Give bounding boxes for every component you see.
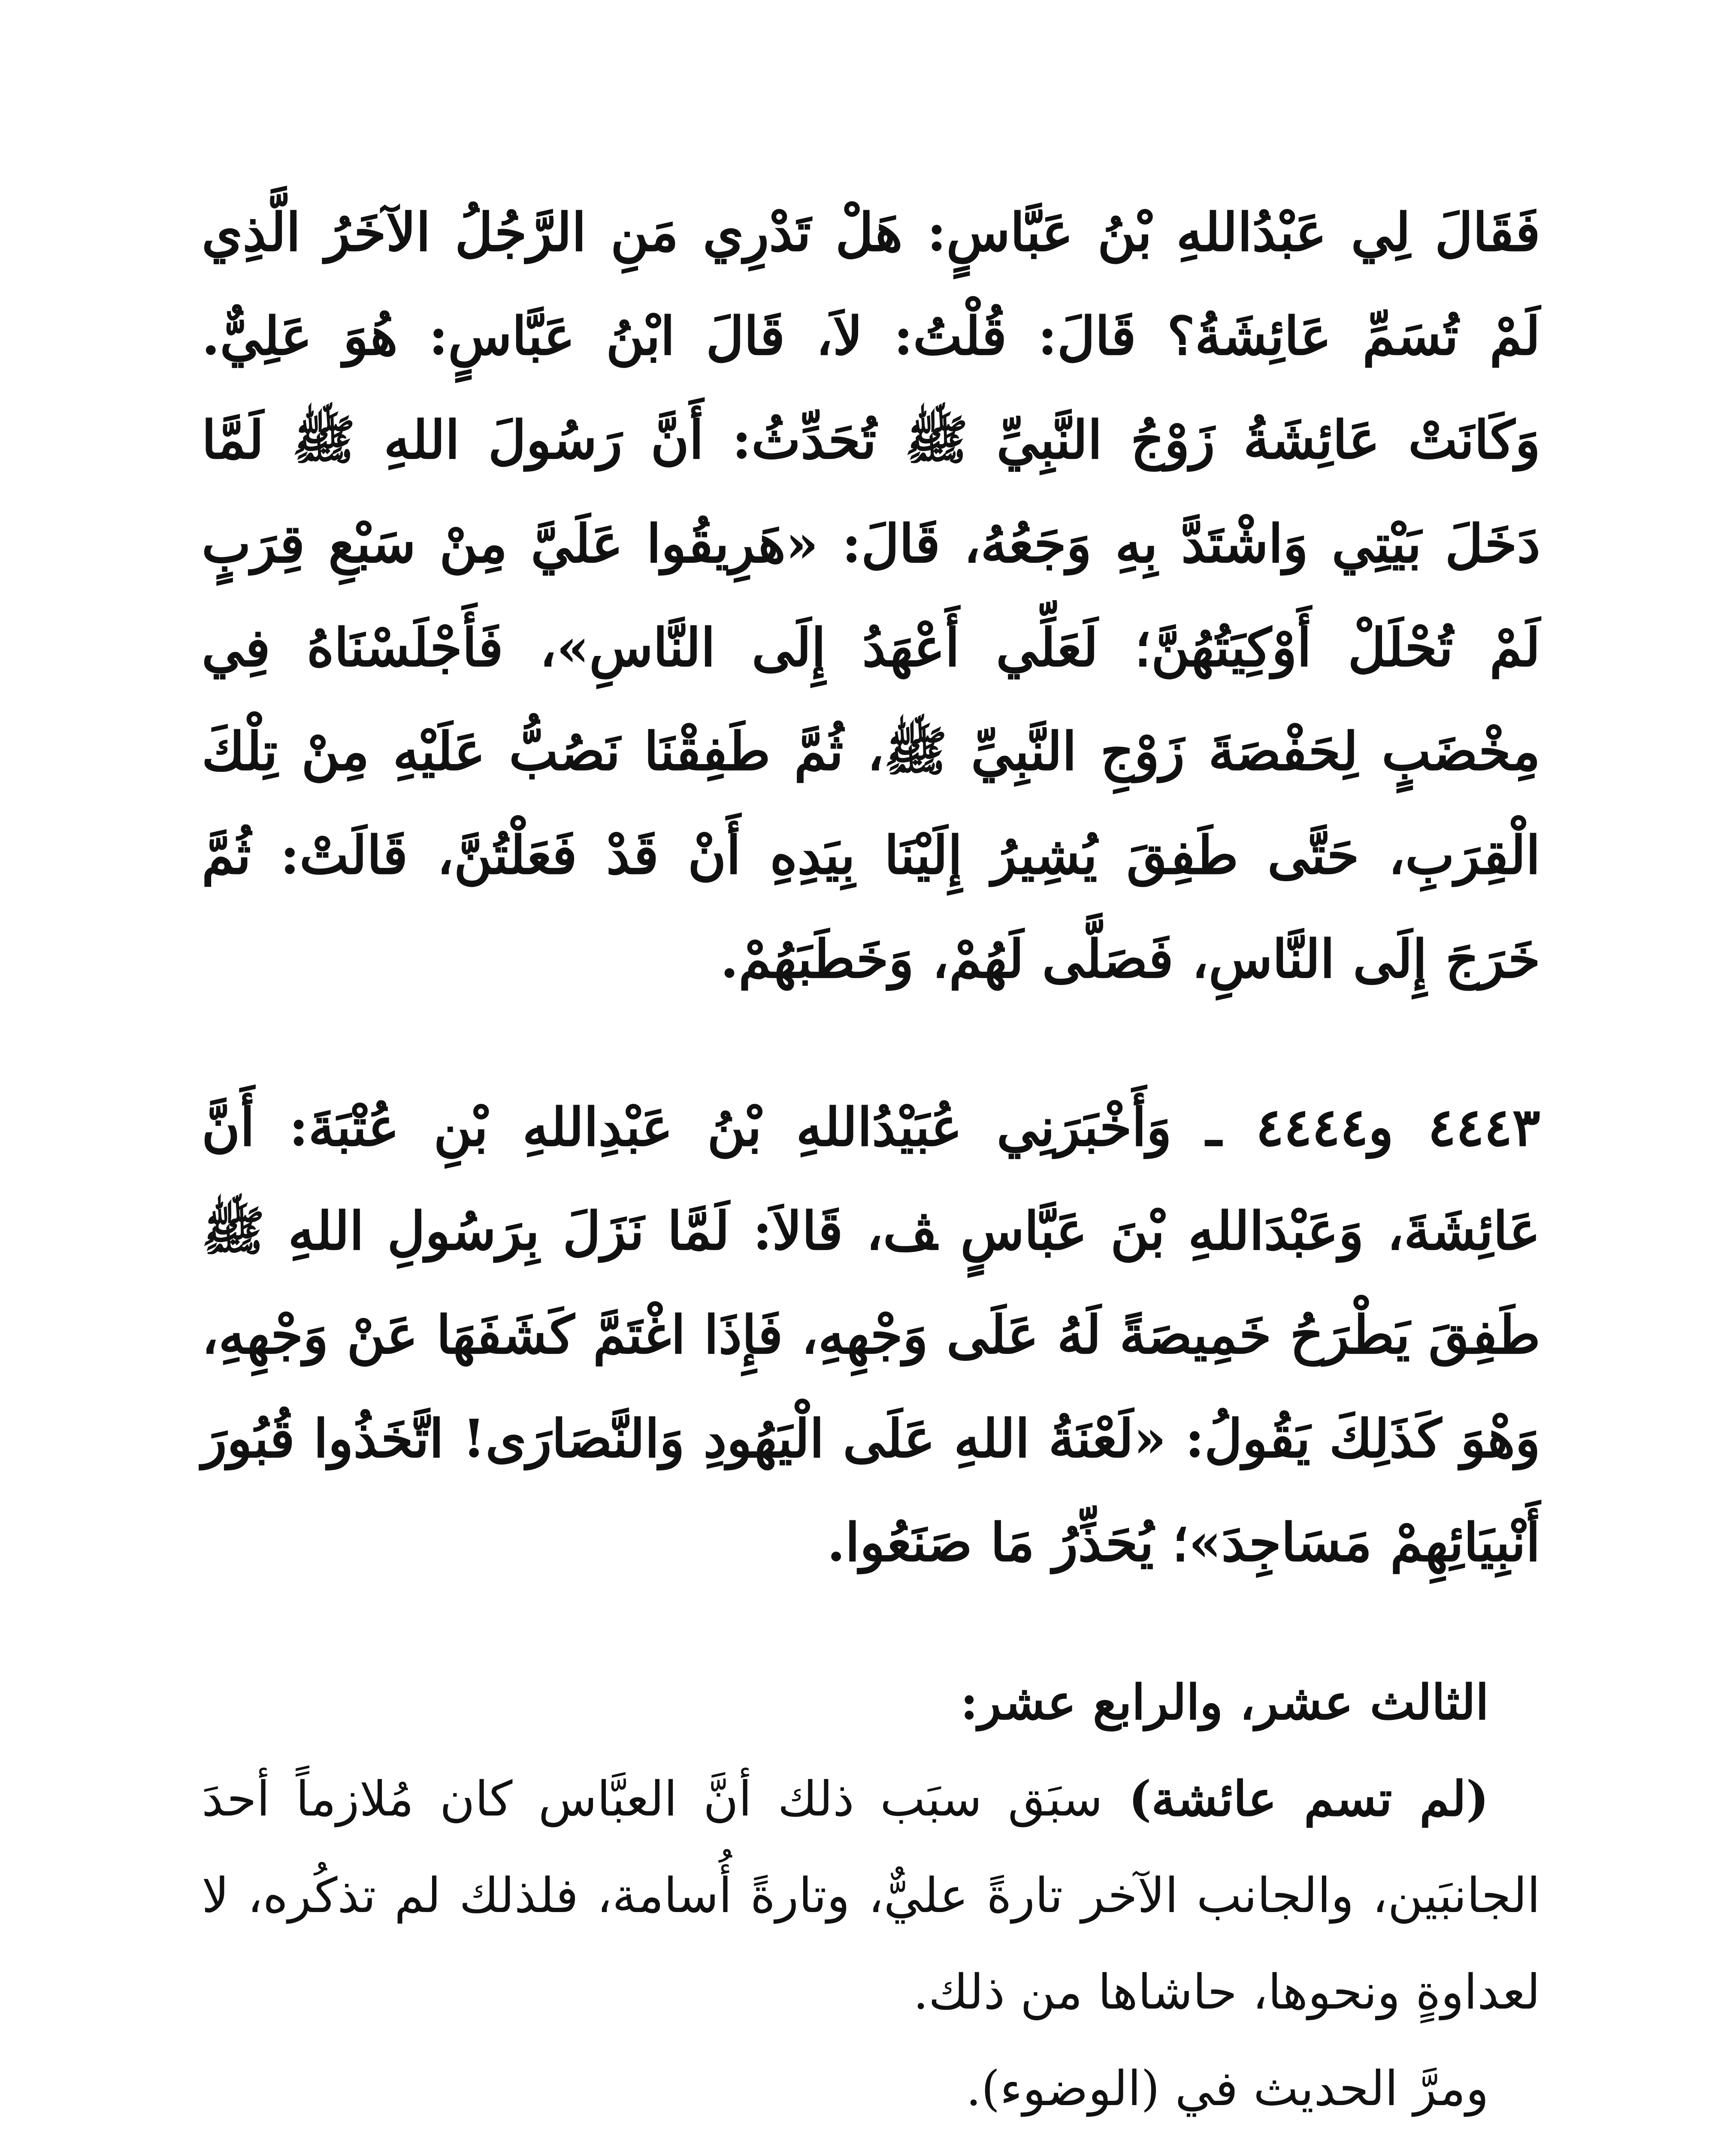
- commentary-section: [202, 1654, 1540, 2145]
- commentary-paragraph-1: [202, 1751, 1540, 2041]
- document-page: [202, 180, 1540, 2145]
- commentary-paragraph-2: ومرَّ الحديث في (الوضوء).: [966, 2061, 1489, 2117]
- commentary-term-lam-tusamm: (لم تسم عائشة): [1128, 1771, 1489, 1827]
- hadith-continuation-text: فَقَالَ لِي عَبْدُاللهِ بْنُ عَبَّاسٍ: هَلْ تَدْرِي مَنِ الرَّجُلُ الآخَرُ الَّذِي لَمْ تُسَمِّ عَائِشَةُ؟ قَالَ: قُلْتُ: لاَ، قَالَ ابْنُ عَبَّاسٍ: هُوَ عَلِيٌّ. وَكَانَتْ عَائِشَةُ زَوْجُ النَّبِيِّ ﷺ تُحَدِّثُ: أَنَّ رَسُولَ اللهِ ﷺ لَمَّا دَخَلَ بَيْتِي وَاشْتَدَّ بِهِ وَجَعُهُ، قَالَ: «هَرِيقُوا عَلَيَّ مِنْ سَبْعِ قِرَبٍ لَمْ تُحْلَلْ أَوْكِيَتُهُنَّ؛ لَعَلِّي أَعْهَدُ إِلَى النَّاسِ»، فَأَجْلَسْنَاهُ فِي مِخْضَبٍ لِحَفْصَةَ زَوْجِ النَّبِيِّ ﷺ، ثُمَّ طَفِقْنَا نَصُبُّ عَلَيْهِ مِنْ تِلْكَ الْقِرَبِ، حَتَّى طَفِقَ يُشِيرُ إِلَيْنَا بِيَدِهِ أَنْ قَدْ فَعَلْتُنَّ، قَالَتْ: ثُمَّ خَرَجَ إِلَى النَّاسِ، فَصَلَّى لَهُمْ، وَخَطَبَهُمْ.: [202, 201, 1540, 990]
- hadith-continuation: [202, 180, 1540, 1011]
- hadith-4443-text: ٤٤٤٣ و٤٤٤٤ ـ وَأَخْبَرَنِي عُبَيْدُاللهِ بْنُ عَبْدِاللهِ بْنِ عُتْبَةَ: أَنَّ عَائِشَةَ، وَعَبْدَاللهِ بْنَ عَبَّاسٍ ﭫ، قَالاَ: لَمَّا نَزَلَ بِرَسُولِ اللهِ ﷺ طَفِقَ يَطْرَحُ خَمِيصَةً لَهُ عَلَى وَجْهِهِ، فَإِذَا اغْتَمَّ كَشَفَهَا عَنْ وَجْهِهِ، وَهْوَ كَذَلِكَ يَقُولُ: «لَعْنَةُ اللهِ عَلَى الْيَهُودِ وَالنَّصَارَى! اتَّخَذُوا قُبُورَ أَنْبِيَائِهِمْ مَسَاجِدَ»؛ يُحَذِّرُ مَا صَنَعُوا.: [202, 1096, 1541, 1573]
- commentary-heading: الثالث عشر، والرابع عشر:: [960, 1674, 1489, 1731]
- commentary-paragraph-1-text: سبَق سبَب ذلك أنَّ العبَّاس كان مُلازماً أحدَ الجانبَين، والجانب الآخر تارةً عليٌّ، وتارةً أُسامة، فلذلك لم تذكُره، لا لعداوةٍ ونحوها، حاشاها من ذلك.: [202, 1771, 1540, 2020]
- hadith-4443-4444: [202, 1075, 1540, 1594]
- commentary-paragraph-3: [202, 2137, 1540, 2145]
